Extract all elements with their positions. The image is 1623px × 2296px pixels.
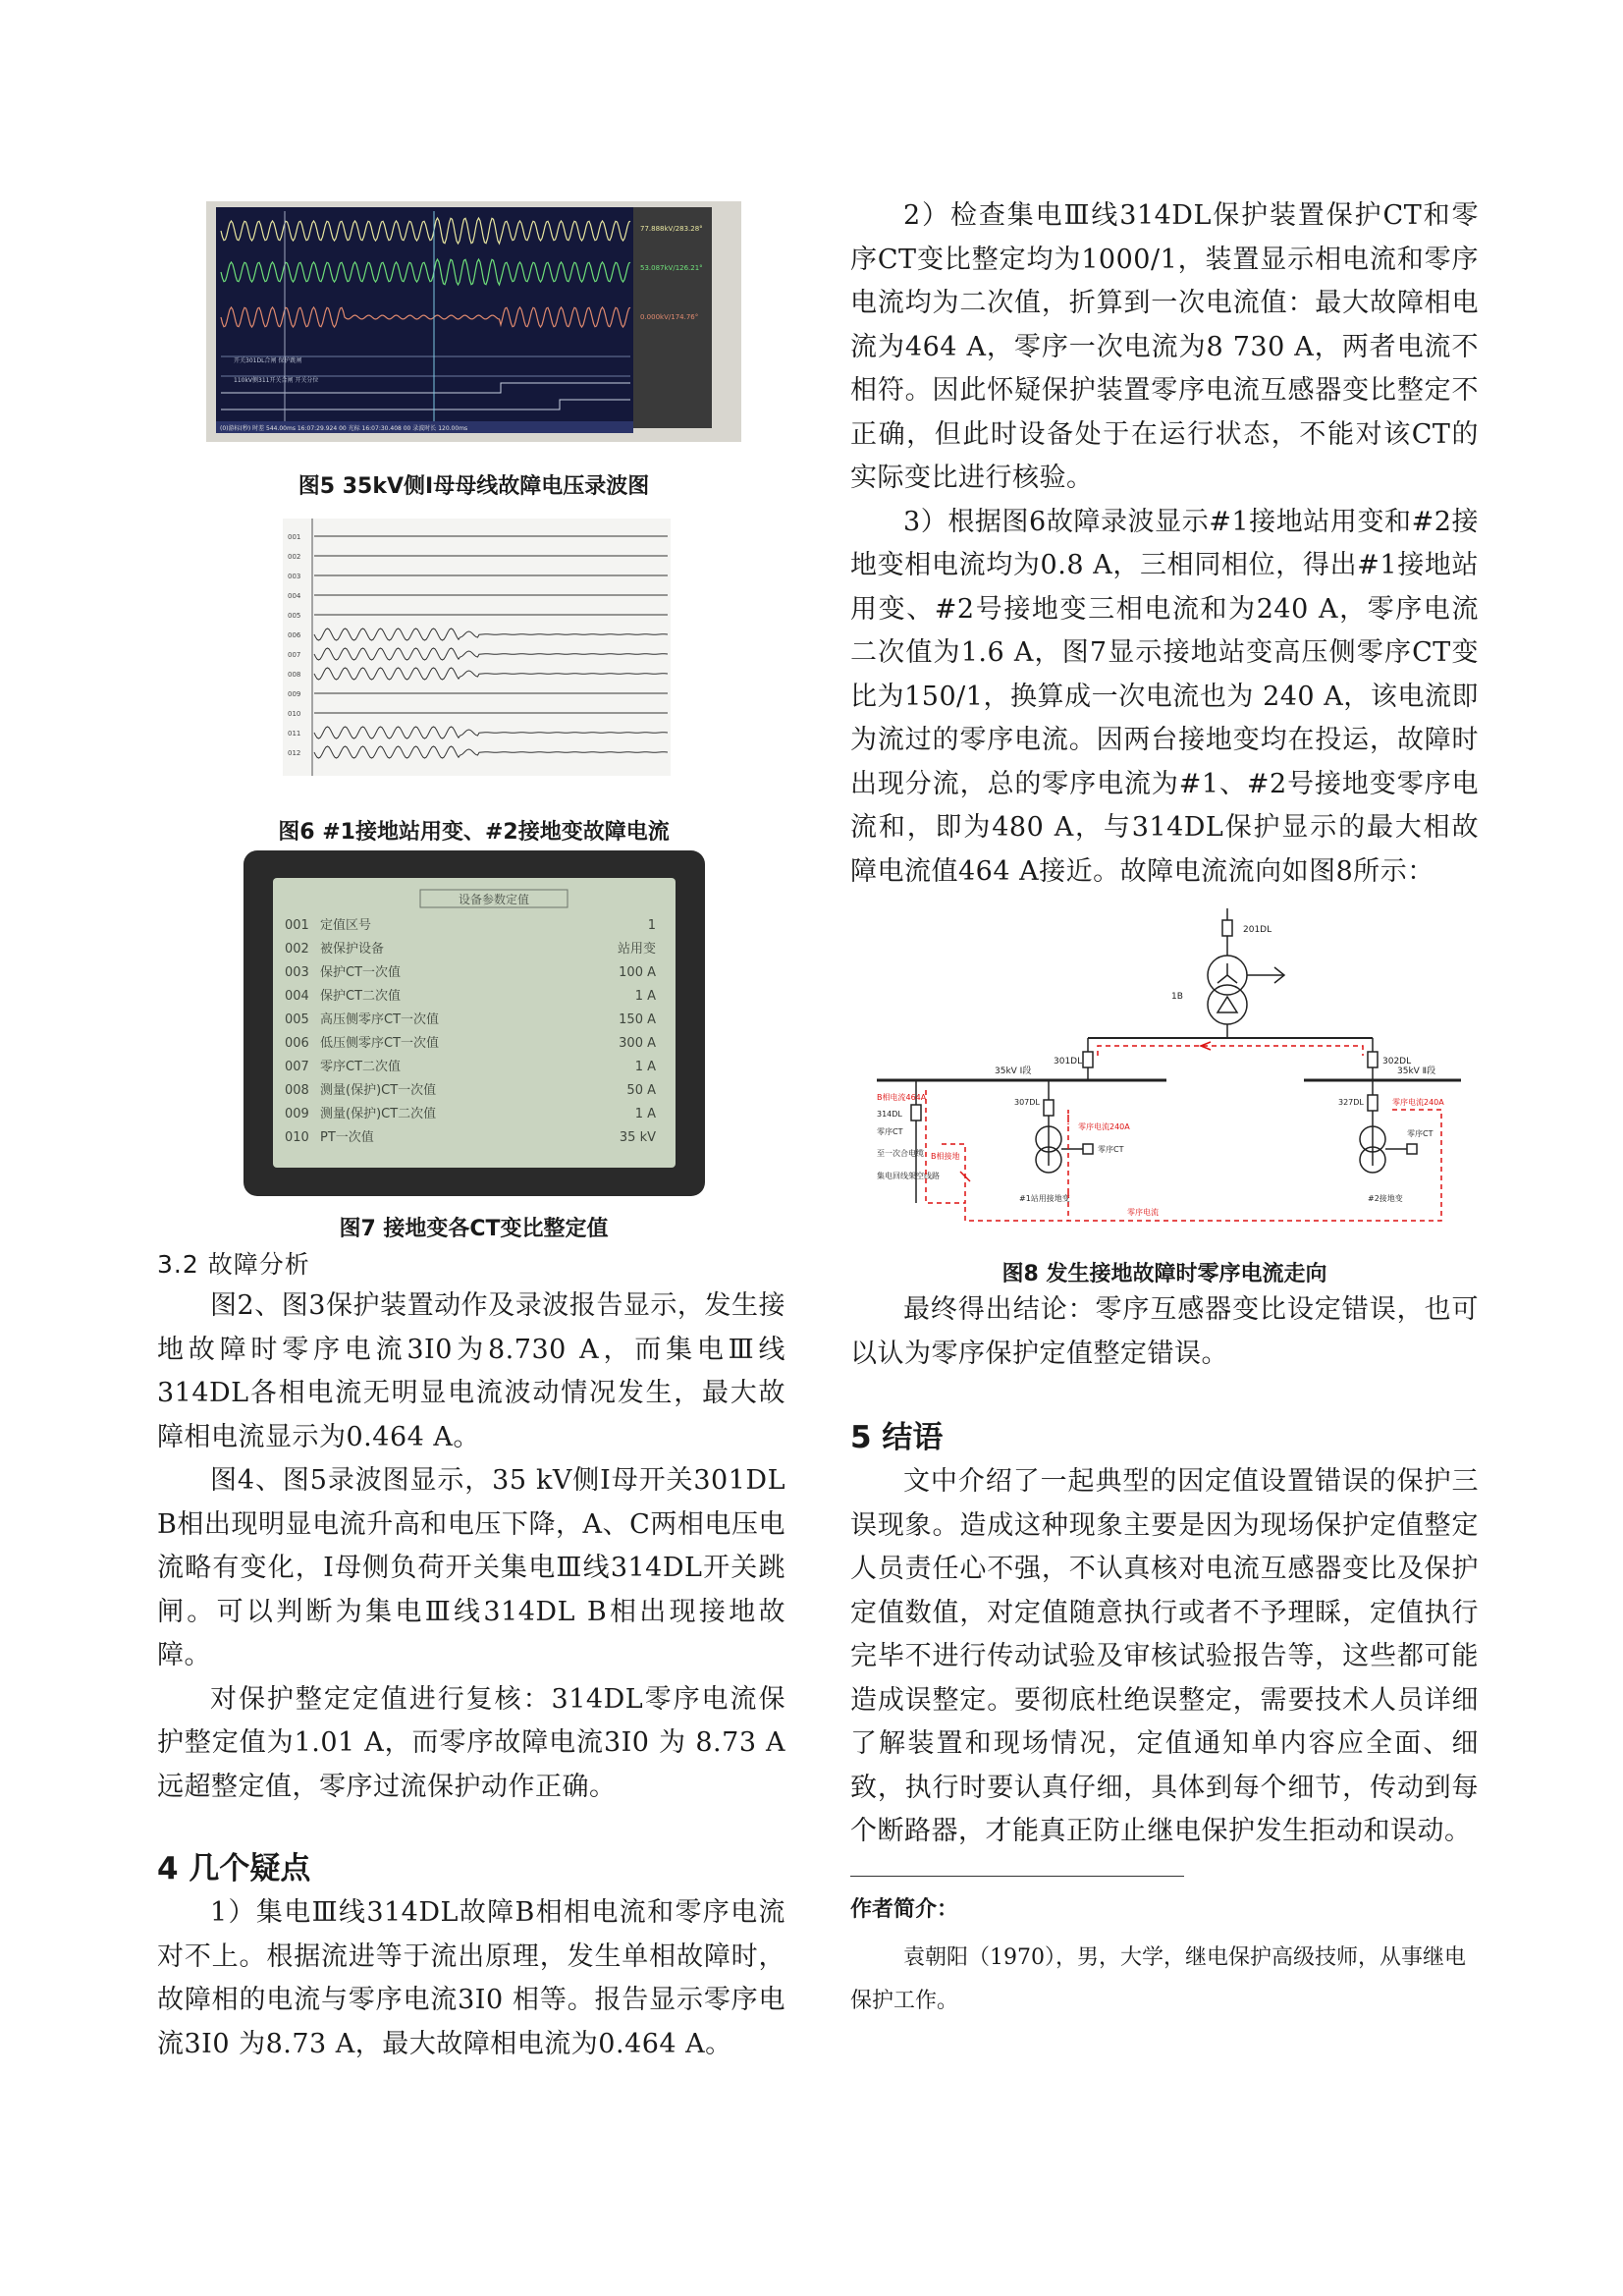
setting-value: 1 A <box>634 1107 656 1121</box>
label-station-1: #1站用接地变 <box>1019 1194 1070 1203</box>
figure-5-caption: 图5 35kV侧Ⅰ母母线故障电压录波图 <box>298 474 650 499</box>
figure-6-caption: 图6 #1接地站用变、#2接地变故障电流 <box>278 820 670 845</box>
setting-no: 010 <box>285 1130 309 1145</box>
setting-value: 35 kV <box>619 1130 656 1145</box>
channel-label: 011 <box>288 730 301 738</box>
sec5-para-1: 文中介绍了一起典型的因定值设置错误的保护三误现象。造成这种现象主要是因为现场保护定值整定人员责任心不强，不认真核对电流互感器变比及保护定值数值，对定值随意执行或者不予理睬，定值执行完毕不进行传动试验及审核试验报告等，这些都可能造成误整定。要彻底杜绝误整定，需要技术人员详细了解装置和现场情况，定值通知单内容应全面、细致，执行时要认真仔细，具体到每个细节，传动到每个断路器，才能真正防止继电保护发生拒动和误动。 <box>850 1466 1479 1846</box>
zero-sequence-current-flow-diagram <box>872 908 1461 1237</box>
sec32-para-3: 对保护整定定值进行复核：314DL零序电流保护整定值为1.01 A，而零序故障电流3I0 为 8.73 A远超整定值，零序过流保护动作正确。 <box>157 1683 785 1802</box>
setting-name: 被保护设备 <box>320 942 385 957</box>
setting-no: 004 <box>285 989 309 1004</box>
setting-no: 006 <box>285 1036 309 1051</box>
label-fault-point: B相接地 <box>931 1152 960 1161</box>
setting-value: 50 A <box>626 1083 656 1098</box>
setting-value: 1 A <box>634 989 656 1004</box>
label-zct-left: 零序CT <box>877 1127 903 1136</box>
setting-value: 1 A <box>634 1060 656 1074</box>
channel-label: 006 <box>288 631 301 639</box>
channel-label: 002 <box>288 553 301 561</box>
breaker-314dl <box>911 1105 921 1121</box>
setting-no: 008 <box>285 1083 309 1098</box>
channel-label: 004 <box>288 592 301 600</box>
current-trace <box>314 629 668 640</box>
channel-label: 003 <box>288 573 301 580</box>
sec4-para-1: 1）集电Ⅲ线314DL故障B相相电流和零序电流对不上。根据流进等于流出原理，发生单相故障时，故障相的电流与零序电流3I0 相等。报告显示零序电流3I0 为8.73 A，最大故障相电流为0.464 A。 <box>157 1897 785 2059</box>
section-3-2-heading: 3.2 故障分析 <box>157 1250 310 1279</box>
label-zc-bottom: 零序电流 <box>1127 1208 1159 1217</box>
section-5-heading: 5 结语 <box>850 1420 944 1455</box>
author-bio: 袁朝阳（1970），男，大学，继电保护高级技师，从事继电保护工作。 <box>850 1944 1466 2013</box>
sec32-para-1: 图2、图3保护装置动作及录波报告显示，发生接地故障时零序电流3I0为8.730 A，而集电Ⅲ线314DL各相电流无明显电流波动情况发生，最大故障相电流显示为0.464 A。 <box>157 1290 785 1452</box>
figure-7-caption: 图7 接地变各CT变比整定值 <box>339 1217 609 1241</box>
readout-3: 0.000kV/174.76° <box>640 313 699 321</box>
current-trace <box>314 746 668 758</box>
label-302dl: 302DL <box>1382 1057 1412 1066</box>
label-to-line: 至一次合电缆 <box>877 1149 924 1158</box>
setting-no: 001 <box>285 918 309 933</box>
setting-name: 零序CT二次值 <box>320 1060 402 1074</box>
setting-no: 003 <box>285 965 309 980</box>
label-314dl: 314DL <box>877 1110 902 1119</box>
breaker-301dl <box>1083 1052 1093 1067</box>
label-zc-1: 零序电流240A <box>1078 1122 1130 1131</box>
channel-label: 008 <box>288 671 301 679</box>
setting-no: 007 <box>285 1060 309 1074</box>
setting-name: 保护CT一次值 <box>320 965 402 980</box>
label-bus-2: 35kV Ⅱ段 <box>1397 1066 1436 1076</box>
left-column-text <box>157 1245 785 2066</box>
sec4-para-3: 3）根据图6故障录波显示#1接地站用变和#2接地变相电流均为0.8 A，三相同相位，得出#1接地站用变、#2号接地变三相电流和为240 A，零序电流二次值为1.6 A，图7显示接地站变高压侧零序CT变比为150/1，换算成一次电流也为 240 A，该电流即为流过的零序电流。因两台接地变均在投运，故障时出现分流，总的零序电流为#1、#2号接地变零序电流和，即为480 A，与314DL保护显示的最大相故障电流值464 A接近。故障电流流向如图8所示： <box>850 506 1479 887</box>
figure-6-image <box>283 519 671 776</box>
right-column-text-top <box>850 194 1479 894</box>
setting-no: 009 <box>285 1107 309 1121</box>
label-bus-1: 35kV Ⅰ段 <box>995 1066 1032 1076</box>
grounding-transformer-current-traces <box>283 519 671 776</box>
label-201dl: 201DL <box>1243 925 1272 935</box>
setting-name: 保护CT二次值 <box>320 989 402 1004</box>
current-trace <box>314 668 668 680</box>
channel-label: 007 <box>288 651 301 659</box>
breaker-201dl <box>1222 920 1232 936</box>
setting-no: 005 <box>285 1012 309 1027</box>
lcd-title: 设备参数定值 <box>458 893 530 906</box>
status-bar: (0)游标(秒) 时差 544.00ms 16:07:29.924 00 光标 16:07:30.408 00 录波时长 120.00ms <box>220 425 468 432</box>
setting-name: 测量(保护)CT一次值 <box>320 1083 437 1098</box>
label-zct-mid: 零序CT <box>1098 1145 1124 1154</box>
legend-2: 110kV侧311开关合闸 开关分位 <box>234 377 319 384</box>
channel-label: 012 <box>288 749 301 757</box>
ct-ratio-settings-table <box>273 878 676 1168</box>
setting-name: PT一次值 <box>320 1130 374 1145</box>
label-327dl: 327DL <box>1338 1098 1364 1107</box>
conclusion-para: 最终得出结论：零序互感器变比设定错误，也可以认为零序保护定值整定错误。 <box>850 1294 1479 1369</box>
breaker-302dl <box>1368 1052 1378 1067</box>
label-station-2: #2接地变 <box>1368 1194 1403 1203</box>
channel-label: 005 <box>288 612 301 620</box>
label-fault-current: B相电流464A <box>877 1093 927 1102</box>
channel-label: 001 <box>288 533 301 541</box>
setting-value: 150 A <box>619 1012 656 1027</box>
channel-label: 010 <box>288 710 301 718</box>
lcd-screen <box>273 878 676 1168</box>
setting-value: 站用变 <box>617 942 656 957</box>
breaker-327dl <box>1368 1095 1378 1111</box>
section-4-heading: 4 几个疑点 <box>157 1851 311 1886</box>
label-collector: 集电回线架空线路 <box>877 1172 940 1180</box>
setting-name: 高压侧零序CT一次值 <box>320 1012 440 1027</box>
sec4-para-2: 2）检查集电Ⅲ线314DL保护装置保护CT和零序CT变比整定均为1000/1，装置显示相电流和零序电流均为二次值，折算到一次电流值：最大故障相电流为464 A，零序一次电流为8 730 A，两者电流不相符。因此怀疑保护装置零序电流互感器变比整定不正确，但此时设备处于在运行状态，不能对该CT的实际变比进行核验。 <box>850 200 1479 493</box>
fault-voltage-recording <box>206 201 741 442</box>
label-zct-right: 零序CT <box>1407 1129 1434 1138</box>
setting-value: 1 <box>647 918 656 933</box>
breaker-307dl <box>1044 1100 1054 1116</box>
label-301dl: 301DL <box>1054 1057 1083 1066</box>
legend-1: 开关301DL合闸 保护跳闸 <box>234 357 302 364</box>
figure-5-image <box>206 201 741 442</box>
setting-name: 测量(保护)CT二次值 <box>320 1107 437 1121</box>
figure-8-diagram <box>872 908 1461 1237</box>
current-trace <box>314 648 668 660</box>
readout-2: 53.087kV/126.21° <box>640 264 703 272</box>
transformer-1b-secondary <box>1208 985 1247 1024</box>
label-1b: 1B <box>1171 992 1183 1002</box>
author-label: 作者简介： <box>850 1896 959 1922</box>
figure-7-image <box>243 850 705 1196</box>
channel-label: 009 <box>288 690 301 698</box>
author-divider <box>850 1876 1184 1877</box>
setting-name: 定值区号 <box>320 918 372 933</box>
current-trace <box>314 727 668 738</box>
label-zc-2: 零序电流240A <box>1392 1098 1444 1107</box>
setting-value: 100 A <box>619 965 656 980</box>
setting-value: 300 A <box>619 1036 656 1051</box>
setting-name: 低压侧零序CT一次值 <box>320 1036 440 1051</box>
label-307dl: 307DL <box>1014 1098 1040 1107</box>
right-column-text-bottom <box>850 1288 1479 2023</box>
setting-no: 002 <box>285 942 309 957</box>
figure-8-caption: 图8 发生接地故障时零序电流走向 <box>1001 1262 1327 1286</box>
sec32-para-2: 图4、图5录波图显示，35 kV侧Ⅰ母开关301DL B相出现明显电流升高和电压下降，A、C两相电压电流略有变化，Ⅰ母侧负荷开关集电Ⅲ线314DL开关跳闸。可以判断为集电Ⅲ线314DL B相出现接地故障。 <box>157 1465 785 1670</box>
readout-1: 77.888kV/283.28° <box>640 225 703 233</box>
